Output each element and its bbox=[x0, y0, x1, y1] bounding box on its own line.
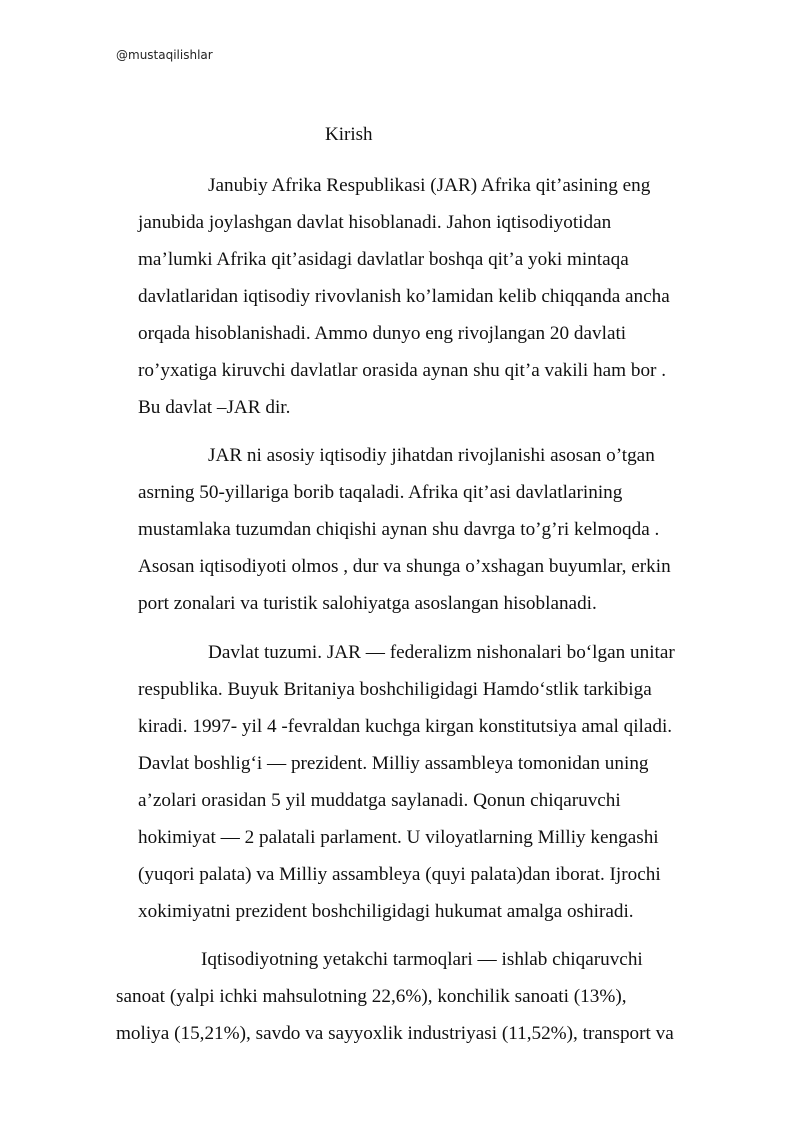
text-line: moliya (15,21%), savdo va sayyoxlik industriyasi (11,52%), transport va bbox=[116, 1023, 674, 1044]
text-line: mustamlaka tuzumdan chiqishi aynan shu davrga to’g’ri kelmoqda . bbox=[138, 519, 660, 540]
text-line: Davlat boshlig‘i — prezident. Milliy assambleya tomonidan uning bbox=[138, 753, 649, 774]
text-line: JAR ni asosiy iqtisodiy jihatdan rivojlanishi asosan o’tgan bbox=[208, 445, 655, 466]
paragraph-economy-sectors bbox=[116, 941, 674, 1052]
text-line: xokimiyatni prezident boshchiligidagi hukumat amalga oshiradi. bbox=[138, 901, 634, 922]
paragraph-state-structure bbox=[138, 634, 675, 930]
text-line: davlatlaridan iqtisodiy rivovlanish ko’lamidan kelib chiqqanda ancha bbox=[138, 286, 670, 307]
text-line: orqada hisoblanishadi. Ammo dunyo eng rivojlangan 20 davlati bbox=[138, 323, 627, 344]
text-line: ro’yxatiga kiruvchi davlatlar orasida aynan shu qit’a vakili ham bor . bbox=[138, 360, 667, 381]
paragraph-economy-history bbox=[138, 437, 671, 622]
text-line: asrning 50-yillariga borib taqaladi. Afrika qit’asi davlatlarining bbox=[138, 482, 623, 503]
text-line: Davlat tuzumi. JAR — federalizm nishonalari bo‘lgan unitar bbox=[208, 642, 675, 663]
text-line: respublika. Buyuk Britaniya boshchiligidagi Hamdo‘stlik tarkibiga bbox=[138, 679, 652, 700]
text-line: Iqtisodiyotning yetakchi tarmoqlari — ishlab chiqaruvchi bbox=[201, 949, 643, 970]
watermark-text: @mustaqilishlar bbox=[116, 48, 213, 62]
text-line: Janubiy Afrika Respublikasi (JAR) Afrika qit’asining eng bbox=[208, 175, 651, 196]
text-line: sanoat (yalpi ichki mahsulotning 22,6%), konchilik sanoati (13%), bbox=[116, 986, 627, 1007]
text-line: hokimiyat — 2 palatali parlament. U viloyatlarning Milliy kengashi bbox=[138, 827, 659, 848]
document-title: Kirish bbox=[325, 124, 373, 145]
text-line: kiradi. 1997- yil 4 -fevraldan kuchga kirgan konstitutsiya amal qiladi. bbox=[138, 716, 673, 737]
text-line: Bu davlat –JAR dir. bbox=[138, 397, 291, 418]
text-line: janubida joylashgan davlat hisoblanadi. Jahon iqtisodiyotidan bbox=[138, 212, 612, 233]
text-line: Asosan iqtisodiyoti olmos , dur va shunga o’xshagan buyumlar, erkin bbox=[138, 556, 671, 577]
text-line: ma’lumki Afrika qit’asidagi davlatlar boshqa qit’a yoki mintaqa bbox=[138, 249, 629, 270]
paragraph-intro bbox=[138, 167, 670, 426]
text-line: port zonalari va turistik salohiyatga asoslangan hisoblanadi. bbox=[138, 593, 597, 614]
text-line: (yuqori palata) va Milliy assambleya (quyi palata)dan iborat. Ijrochi bbox=[138, 864, 661, 885]
text-line: a’zolari orasidan 5 yil muddatga saylanadi. Qonun chiqaruvchi bbox=[138, 790, 621, 811]
